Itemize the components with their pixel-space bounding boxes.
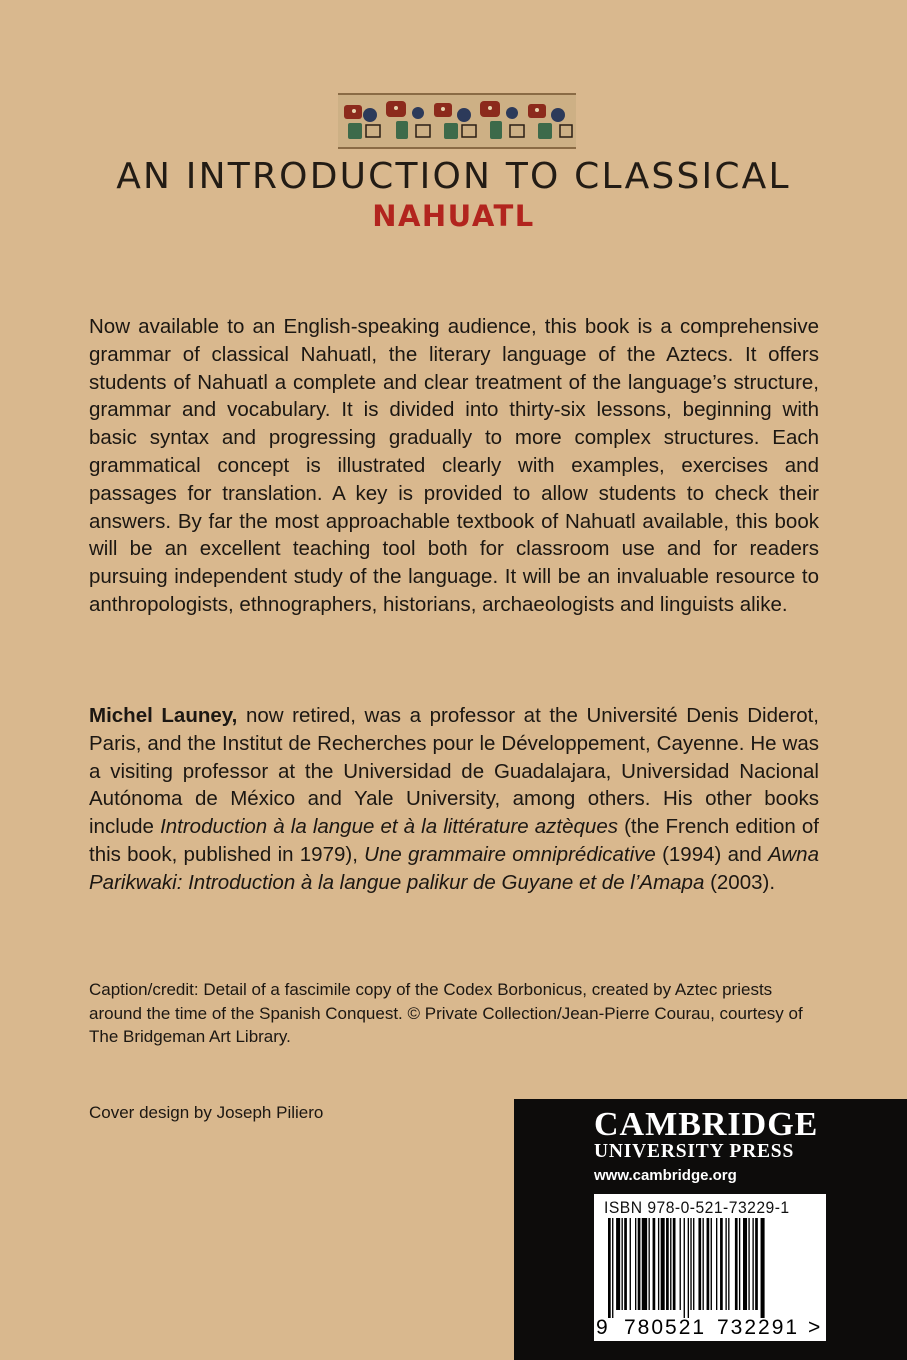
isbn-label: ISBN 978-0-521-73229-1 — [604, 1199, 790, 1217]
bio-text-2: (the French edition of this book, published in 1979), — [89, 815, 819, 866]
bio-book-title-1: Introduction à la langue et à la littérature aztèques — [160, 815, 618, 839]
codex-glyph-illustration — [338, 95, 576, 147]
title-line-2: NAHUATL — [372, 199, 535, 233]
book-description: Now available to an English-speaking audience, this book is a comprehensive grammar of classical Nahuatl, the literary language of the Aztecs. It offers students of Nahuatl a complete and clear treatment of the language’s structure, grammar and vocabulary. It is divided into thirty-six lessons, beginning with basic syntax and progressing gradually to more complex structures. Each grammatical concept is illustrated clearly with examples, exercises and passages for translation. A key is provided to allow students to check their answers. By far the most approachable textbook of Nahuatl available, this book will be an excellent teaching tool both for classroom use and for readers pursuing independent study of the language. It will be an invaluable resource to anthropologists, ethnographers, historians, archaeologists and linguists alike. — [89, 315, 819, 616]
barcode-quiet-zone-marker: > — [808, 1316, 821, 1339]
author-name: Michel Launey, — [89, 704, 238, 727]
publisher-url[interactable]: www.cambridge.org — [594, 1167, 737, 1184]
barcode-digit-prefix: 9 — [596, 1316, 608, 1339]
bio-book-title-2: Une grammaire omniprédicative — [364, 842, 656, 866]
bio-text-4: (2003). — [704, 870, 776, 894]
author-biography — [89, 702, 819, 897]
image-caption-credit: Caption/credit: Detail of a fascimile copy of the Codex Borbonicus, created by Aztec priests around the time of the Spanish Conquest. © Private Collection/Jean-Pierre Courau, courtesy of The Bridgeman Art Library. — [89, 980, 803, 1046]
bio-book-title-3: Awna Parikwaki: Introduction à la langue palikur de Guyane et de l’Amapa — [89, 842, 819, 894]
isbn-barcode — [594, 1194, 826, 1341]
codex-glyph-strip-image — [338, 93, 576, 149]
title-line-1: AN INTRODUCTION TO CLASSICAL — [116, 156, 791, 197]
bio-text-1: now retired, was a professor at the Université Denis Diderot, Paris, and the Institut de Recherches pour le Développement, Cayenne. He was a visiting professor at the Universidad de Guadalajara, Universidad Nacional Autónoma de México and Yale University, among others. His other books include — [89, 704, 819, 839]
publisher-subtitle: UNIVERSITY PRESS — [594, 1141, 795, 1162]
publisher-name: CAMBRIDGE — [594, 1106, 819, 1143]
cover-design-credit: Cover design by Joseph Piliero — [89, 1103, 324, 1122]
barcode-digits-right: 732291 — [717, 1316, 800, 1339]
barcode-digits-left: 780521 — [624, 1316, 707, 1339]
bio-text-3: (1994) and — [655, 842, 769, 866]
